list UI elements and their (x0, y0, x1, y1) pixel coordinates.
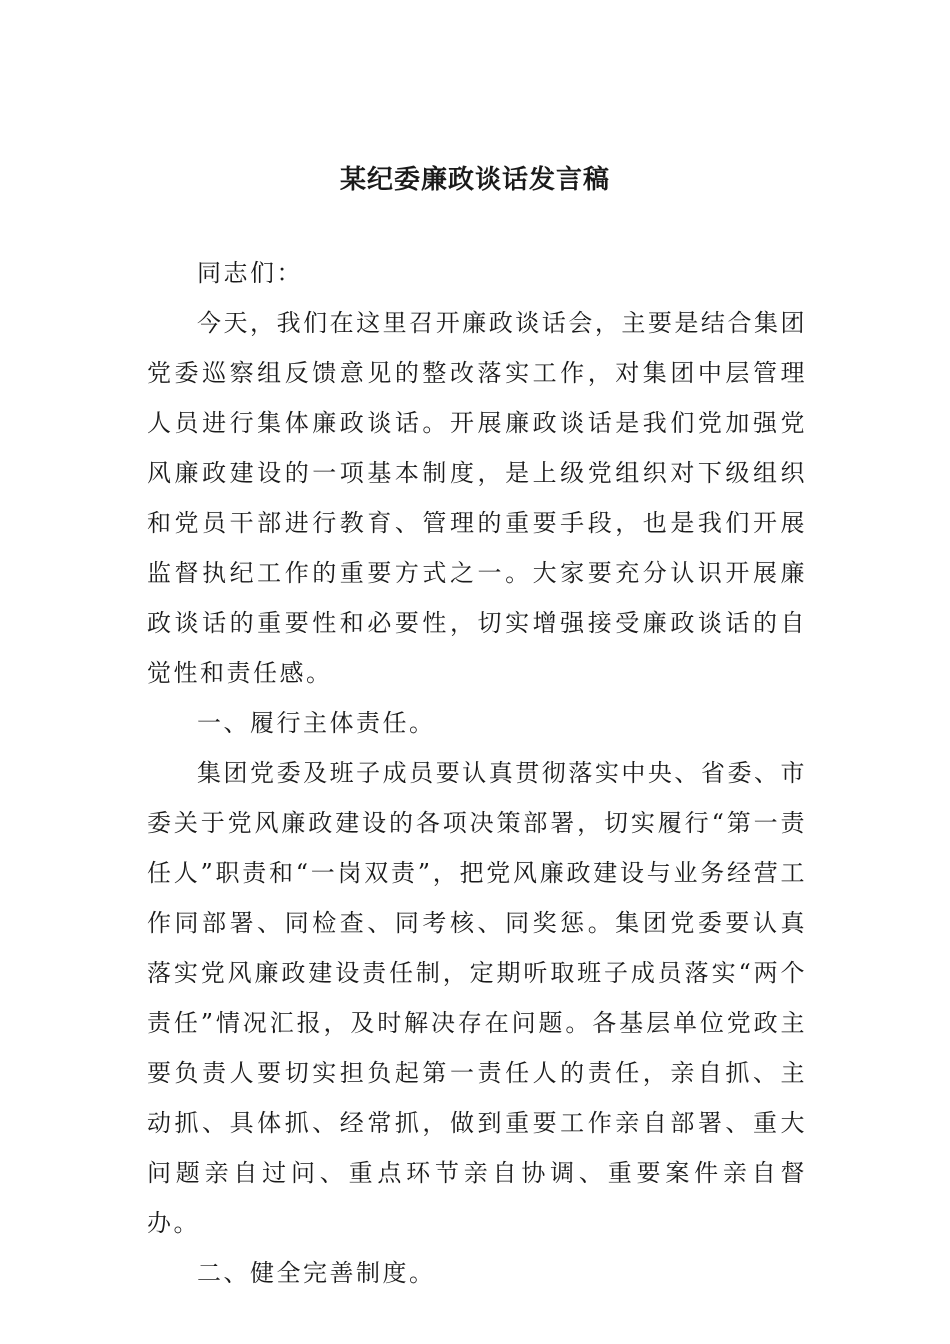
section-heading-2: 二、健全完善制度。 (197, 1259, 436, 1287)
paragraph-intro: 今天，我们在这里召开廉政谈话会，主要是结合集团党委巡察组反馈意见的整改落实工作，对集团中层管理人员进行集体廉政谈话。开展廉政谈话是我们党加强党风廉政建设的一项基本制度，是上级党组织对下级组织和党员干部进行教育、管理的重要手段，也是我们开展监督执纪工作的重要方式之一。大家要充分认识开展廉政谈话的重要性和必要性，切实增强接受廉政谈话的自觉性和责任感。 (147, 309, 807, 687)
paragraph-responsibility: 集团党委及班子成员要认真贯彻落实中央、省委、市委关于党风廉政建设的各项决策部署，切实履行“第一责任人”职责和“一岗双责”，把党风廉政建设与业务经营工作同部署、同检查、同考核、同奖惩。集团党委要认真落实党风廉政建设责任制，定期听取班子成员落实“两个责任”情况汇报，及时解决存在问题。各基层单位党政主要负责人要切实担负起第一责任人的责任，亲自抓、主动抓、具体抓、经常抓，做到重要工作亲自部署、重大问题亲自过问、重点环节亲自协调、重要案件亲自督办。 (147, 759, 807, 1237)
document-body (147, 248, 807, 1298)
salutation: 同志们： (197, 259, 303, 287)
section-heading-1: 一、履行主体责任。 (197, 709, 436, 737)
document-title: 某纪委廉政谈话发言稿 (339, 165, 610, 195)
